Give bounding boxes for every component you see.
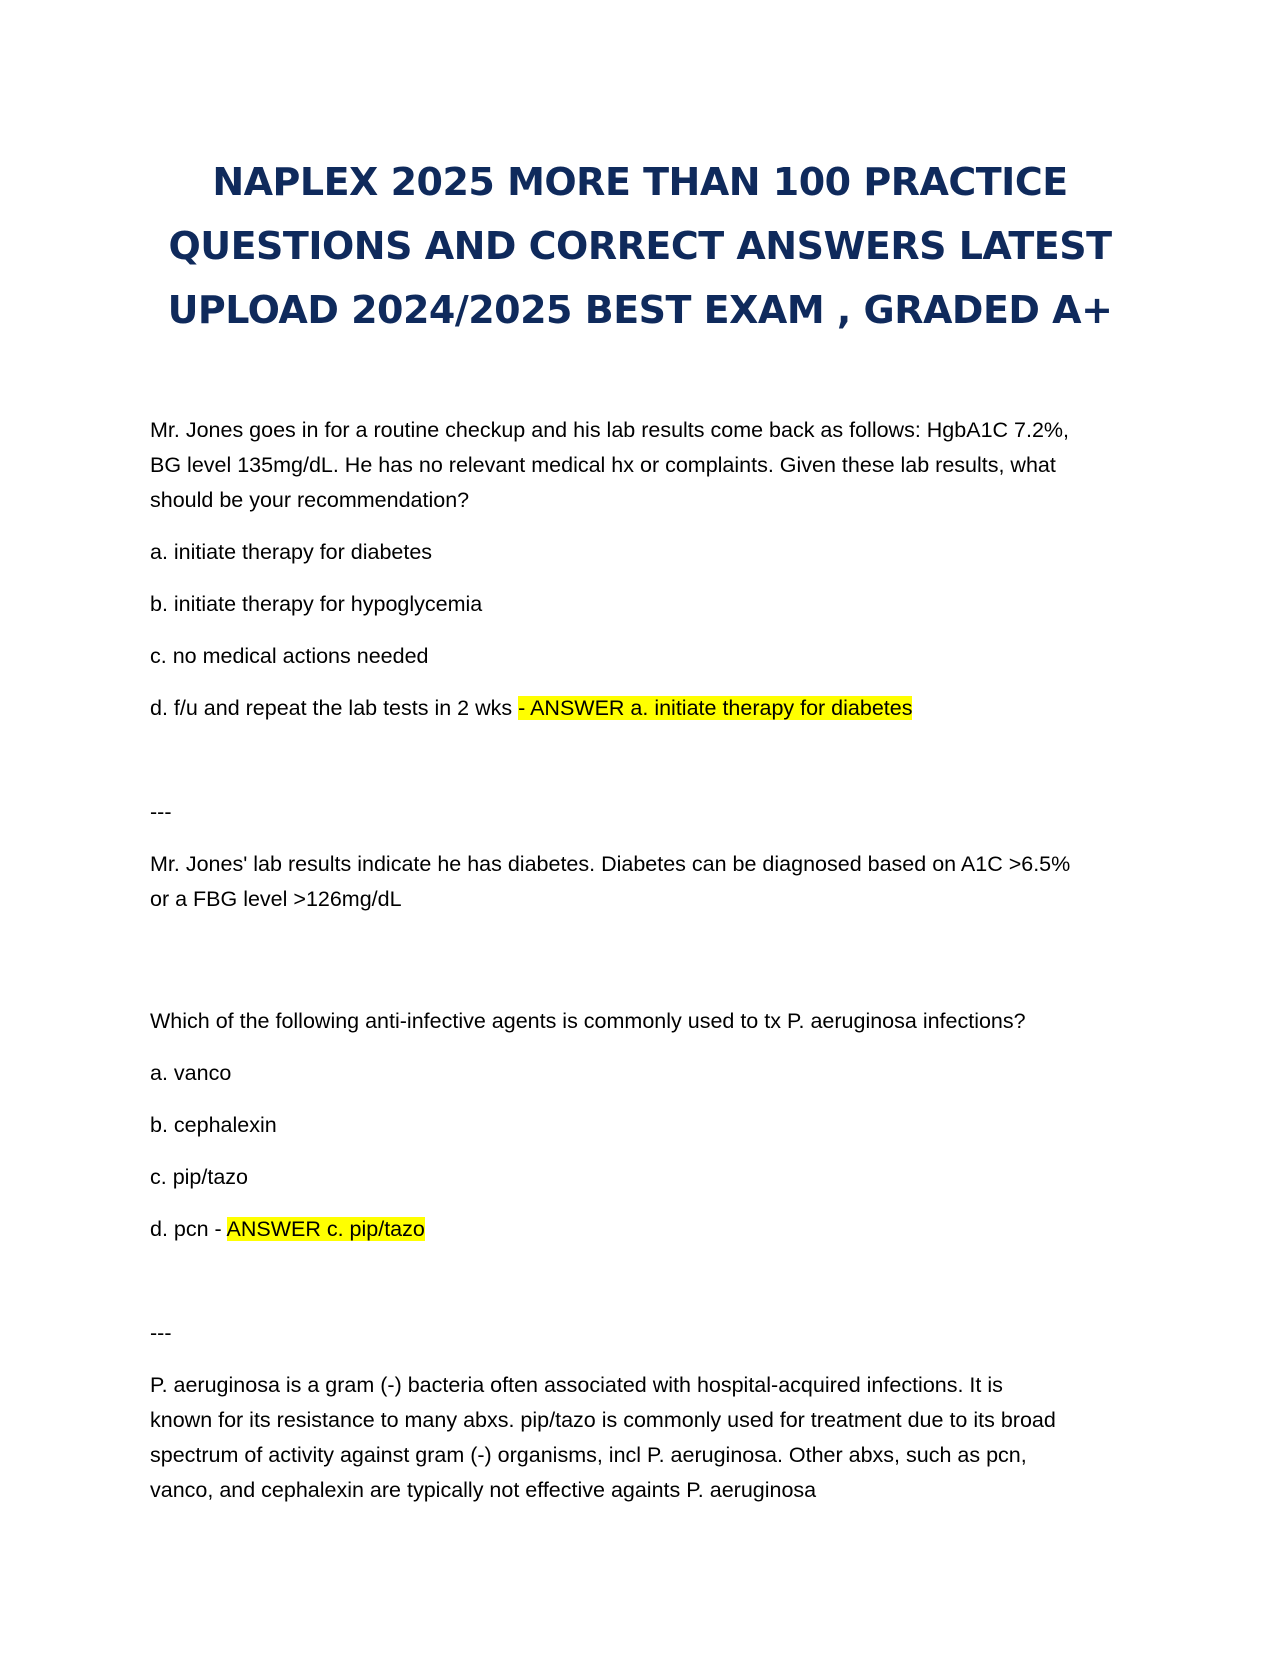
question-2-explanation-line-2: known for its resistance to many abxs. pip/tazo is commonly used for treatment due to its broad <box>150 1408 1056 1432</box>
title-line-1: NAPLEX 2025 MORE THAN 100 PRACTICE <box>212 160 1068 204</box>
question-2-explanation-line-4: vanco, and cephalexin are typically not effective againts P. aeruginosa <box>150 1478 817 1502</box>
question-1-stem <box>150 413 1140 518</box>
question-2-explanation-line-1: P. aeruginosa is a gram (-) bacteria often associated with hospital-acquired infections. It is <box>150 1373 1003 1397</box>
question-2-separator: --- <box>150 1321 172 1345</box>
question-1-separator: --- <box>150 800 172 824</box>
question-1-answer: - ANSWER a. initiate therapy for diabetes <box>518 696 913 720</box>
question-1-stem-line-1: Mr. Jones goes in for a routine checkup and his lab results come back as follows: HgbA1C 7.2%, <box>150 418 1069 442</box>
question-1-option-c: c. no medical actions needed <box>150 644 429 668</box>
question-2-stem-line-1: Which of the following anti-infective agents is commonly used to tx P. aeruginosa infections? <box>150 1009 1026 1033</box>
question-1-option-b: b. initiate therapy for hypoglycemia <box>150 592 483 616</box>
question-2-option-b: b. cephalexin <box>150 1113 277 1137</box>
question-1-option-a: a. initiate therapy for diabetes <box>150 540 433 564</box>
question-1-stem-line-2: BG level 135mg/dL. He has no relevant medical hx or complaints. Given these lab results, what <box>150 453 1056 477</box>
question-2-option-d: d. pcn - <box>150 1217 222 1241</box>
question-2-option-d-with-answer <box>150 1212 1140 1247</box>
document-body <box>150 413 1140 1508</box>
question-2-stem <box>150 1004 1140 1039</box>
title-line-3: UPLOAD 2024/2025 BEST EXAM , GRADED A+ <box>167 288 1113 332</box>
question-2-answer: ANSWER c. pip/tazo <box>226 1217 425 1241</box>
question-1-option-d-with-answer <box>150 691 1140 726</box>
question-1-explanation <box>150 847 1140 917</box>
question-2-option-a: a. vanco <box>150 1061 232 1085</box>
question-1-stem-line-3: should be your recommendation? <box>150 488 470 512</box>
question-1-explanation-line-1: Mr. Jones' lab results indicate he has diabetes. Diabetes can be diagnosed based on A1C >6.5% <box>150 852 1071 876</box>
title-line-2: QUESTIONS AND CORRECT ANSWERS LATEST <box>168 224 1112 268</box>
question-1-option-d: d. f/u and repeat the lab tests in 2 wks <box>150 696 513 720</box>
question-2-answer-spacer <box>222 1217 227 1241</box>
question-1-explanation-line-2: or a FBG level >126mg/dL <box>150 887 402 911</box>
question-2-explanation <box>150 1368 1140 1508</box>
question-2-option-c: c. pip/tazo <box>150 1165 248 1189</box>
document-title <box>150 150 1130 342</box>
question-2-explanation-line-3: spectrum of activity against gram (-) organisms, incl P. aeruginosa. Other abxs, such as pcn, <box>150 1443 1027 1467</box>
